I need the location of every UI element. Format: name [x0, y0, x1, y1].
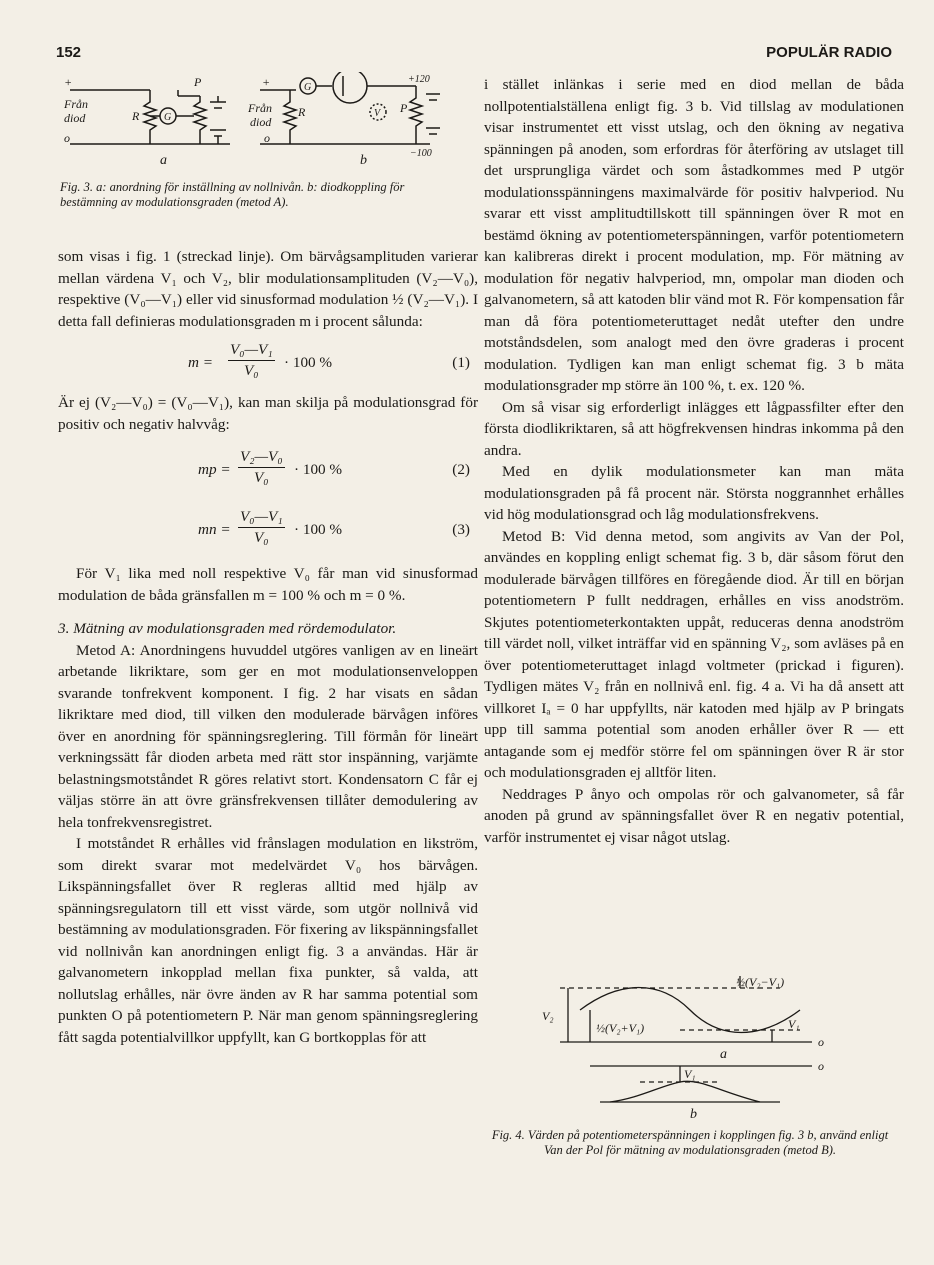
fig3a-resistor [144, 90, 156, 144]
fig4-a-label: a [720, 1047, 727, 1062]
fig3b-potentiometer [410, 86, 422, 144]
fig3b-p-label: P [400, 101, 408, 115]
paragraph: Med en dylik modulationsmeter kan man mäta modulationsgraden på få procent när. Största noggrannhet erhålles vid hög modulationsgrad och låg modulationsfrekvens. [484, 463, 904, 523]
right-column [484, 74, 904, 848]
fig3a-potentiometer [194, 96, 206, 144]
fig3a-caption-a: a [160, 153, 167, 168]
fig3b-resistor [284, 90, 296, 144]
eq3-rest: · 100 % [294, 521, 343, 538]
fig3b-caption-b: b [360, 153, 367, 168]
fig4-zero-label-a: o [818, 1035, 824, 1049]
fig3b-diod-label: diod [250, 115, 272, 129]
eq3-numerator: V₀—V₁ [238, 507, 285, 528]
eq1-numerator: V₀—V₁ [228, 340, 275, 361]
fig4-v2-label: V₂ [542, 1009, 554, 1023]
fig4-zero-label-b: o [818, 1059, 824, 1073]
equation-3 [58, 507, 478, 555]
paragraph: i stället inlänkas i serie med en diod mellan de båda nollpotentialställena enligt fig. 3 b. Vid tillslag av modulationen visar instrumentet ett visst utslag, och den ökning av negativa spänningen på anoden, som erfordras för återföring av utslaget till det ursprungliga värdet och som åstadkommes med P utgör modulationsspänningens maximalvärde för positiv halvperiod. Nu svarar ett visst amplitudtillskott till spänningen över R mot en bestämd ökning av potentiometerspänningen, varför potentiometern kan kalibreras direkt i procent modulation, mp. För mätning av modulation för negativ halvperiod, mn, ompolar man dioden och galvanometern, så att katoden blir vänd mot R. För kompensation får man då föra potentiometeruttaget nedåt utefter den undre motståndsdelen, som analogt med den övre graderas i procent modulation. Tydligen kan man enligt schemat fig. 3 b mäta modulationsgrader mp större än 100 %, t. ex. 120 %. [484, 76, 904, 394]
fig3a-p-label: P [194, 75, 202, 89]
eq3-lhs: mn = [198, 521, 231, 538]
paragraph: Är ej (V₂—V₀) = (V₀—V₁), kan man skilja på modulationsgrad för positiv och negativ halvvåg: [58, 394, 478, 433]
eq3-number: (3) [452, 521, 470, 538]
fig4b-curve [610, 1081, 760, 1102]
section-heading: 3. Mätning av modulationsgraden med rördemodulator. [58, 620, 397, 637]
figure3-caption: Fig. 3. a: anordning för inställning av nollnivån. b: diodkoppling för bestämning av modulationsgraden (metod A). [60, 180, 405, 209]
fig3a-diod-label: diod [64, 111, 86, 125]
fig3b-g-label: G [304, 82, 312, 93]
fig4-v1-label-b: V₁ [684, 1067, 696, 1081]
eq1-lhs: m = [188, 354, 214, 371]
eq2-denominator: V₀ [254, 469, 269, 486]
left-column [58, 246, 478, 1048]
fig4-b-label: b [690, 1107, 697, 1120]
fig3b-plus120-label: +120 [408, 74, 430, 85]
page-number: 152 [56, 44, 82, 61]
paragraph: Om så visar sig erforderligt inlägges ett lågpassfilter efter den första diodlikriktaren, så att högfrekvensen hindras inkomma på den andra. [484, 398, 904, 459]
eq3-fraction [238, 507, 285, 548]
fig4-half-sum-label: ½(V₂+V₁) [596, 1021, 645, 1035]
fig3b-plus-label: + [262, 75, 271, 89]
fig3b-fran-label: Från [248, 101, 272, 115]
paragraph: För V₁ lika med noll respektive V₀ får man vid sinusformad modulation de båda gränsfallen m = 100 % och m = 0 %. [58, 565, 478, 604]
fig3a-r-label: R [132, 109, 140, 123]
paragraph: Metod A: Anordningens huvuddel utgöres vanligen av en lineärt arbetande likriktare, som ger en mot modulationsenveloppen svarande tonfrekvent komponent. I fig. 2 har visats en sådan likriktare med diod, till vilken den modulerade bärvågen införes över en anordning för spänningsreglering. Till förmån för lineärt verkningssätt får dioden arbeta med rätt stor inspänning, varjämte belastningsmotståndet R göres relativt stort. Kondensatorn C får ej väljas större än att övre gränsfrekvensen tillåter demodulering av hela tonfrekvensregistret. [58, 641, 478, 831]
fig3a-fran-label: Från [64, 97, 88, 111]
eq1-number: (1) [452, 354, 470, 371]
eq1-denominator: V₀ [244, 362, 259, 379]
eq2-fraction [238, 447, 285, 488]
figure4-diagram [540, 970, 840, 1120]
figure4-caption: Fig. 4. Värden på potentiometerspänningen i kopplingen fig. 3 b, använd enligt Van der Pol för mätning av modulationsgraden (metod B). [491, 1128, 889, 1157]
paragraph: I motståndet R erhålles vid frånslagen modulation en likström, som direkt svarar mot medelvärdet V₀ hos bärvågen. Likspänningsfallet över R regleras alltid med hjälp av spänningsregulatorn till ett visst värde, som utgör nollnivå vid bestämning av modulationsgraden. För fixering av likspänningsfallet vid nollnivån kan anordningen enligt fig. 3 a användas. Här är galvanometern inkopplad mellan fixa punkter, så valda, att nollutslag erhålles, när övre änden av R har samma potential som punkten O på potentiometern P. När man genom spänningsreglering fått sagda potentialvillkor uppfyllt, kan G bortkopplas för att [58, 835, 478, 1046]
paragraph: Metod B: Vid denna metod, som angivits av Van der Pol, användes en koppling enligt schemat fig. 3 b, där såsom förut den modulerade bärvågen tillföres en föregående diod. Är till en början potentiometern P fullt neddragen, erhålles en viss anodström. Skjutes potentiometerkontakten uppåt, reduceras denna anodström till värdet noll, vilket inträffar vid en spänning V₂, som avläses på en över potentiometeruttaget inlagd voltmeter (prickad i figuren). Tydligen mätes V₂ från en nollnivå enl. fig. 4 a. Vi ha då ansett att villkoret Iₐ = 0 har uppfyllts, när katoden med hjälp av P bringats upp till samma potential som anoden erhåller över R — ett antagande som ej medför större fel om spänningen över R är stor och modulationsgraden ej alltför liten. [484, 527, 904, 781]
fig3a-plus-label: + [64, 75, 73, 89]
fig3b-zero-label: o [264, 131, 270, 145]
fig4-half-diff-label: ½(V₂−V₁) [736, 975, 785, 989]
journal-name: POPULÄR RADIO [766, 44, 892, 61]
fig3a-zero-label: o [64, 131, 70, 145]
fig3b-diode-tube [333, 72, 367, 103]
eq2-lhs: mp = [198, 461, 231, 478]
fig3a-g-label: G [164, 112, 172, 123]
equation-1 [58, 340, 478, 388]
fig4-v1-label: V₁ [788, 1017, 800, 1031]
fig3b-v-label: V [374, 108, 381, 119]
fig3b-minus100-label: −100 [410, 148, 432, 159]
paragraph: Neddrages P ånyo och ompolas rör och galvanometer, så får anoden på grund av spänningsfallet över R en negativ potential, varför instrumentet ej visar något utslag. [484, 785, 904, 846]
equation-2 [58, 447, 478, 495]
eq2-numerator: V₂—V₀ [238, 447, 285, 468]
eq2-rest: · 100 % [294, 461, 343, 478]
eq2-number: (2) [452, 461, 470, 478]
eq3-denominator: V₀ [254, 529, 269, 546]
fig3b-r-label: R [298, 105, 306, 119]
eq1-fraction [228, 340, 275, 381]
eq1-rest: · 100 % [284, 354, 333, 371]
paragraph: som visas i fig. 1 (streckad linje). Om bärvågsamplituden varierar mellan värdena V₁ och V₂, blir modulationsamplituden (V₂—V₀), respektive (V₀—V₁) eller vid sinusformad modulation ½ (V₂—V₁). I detta fall definieras modulationsgraden m i procent sålunda: [58, 248, 478, 330]
figure3-schematic [60, 72, 460, 172]
